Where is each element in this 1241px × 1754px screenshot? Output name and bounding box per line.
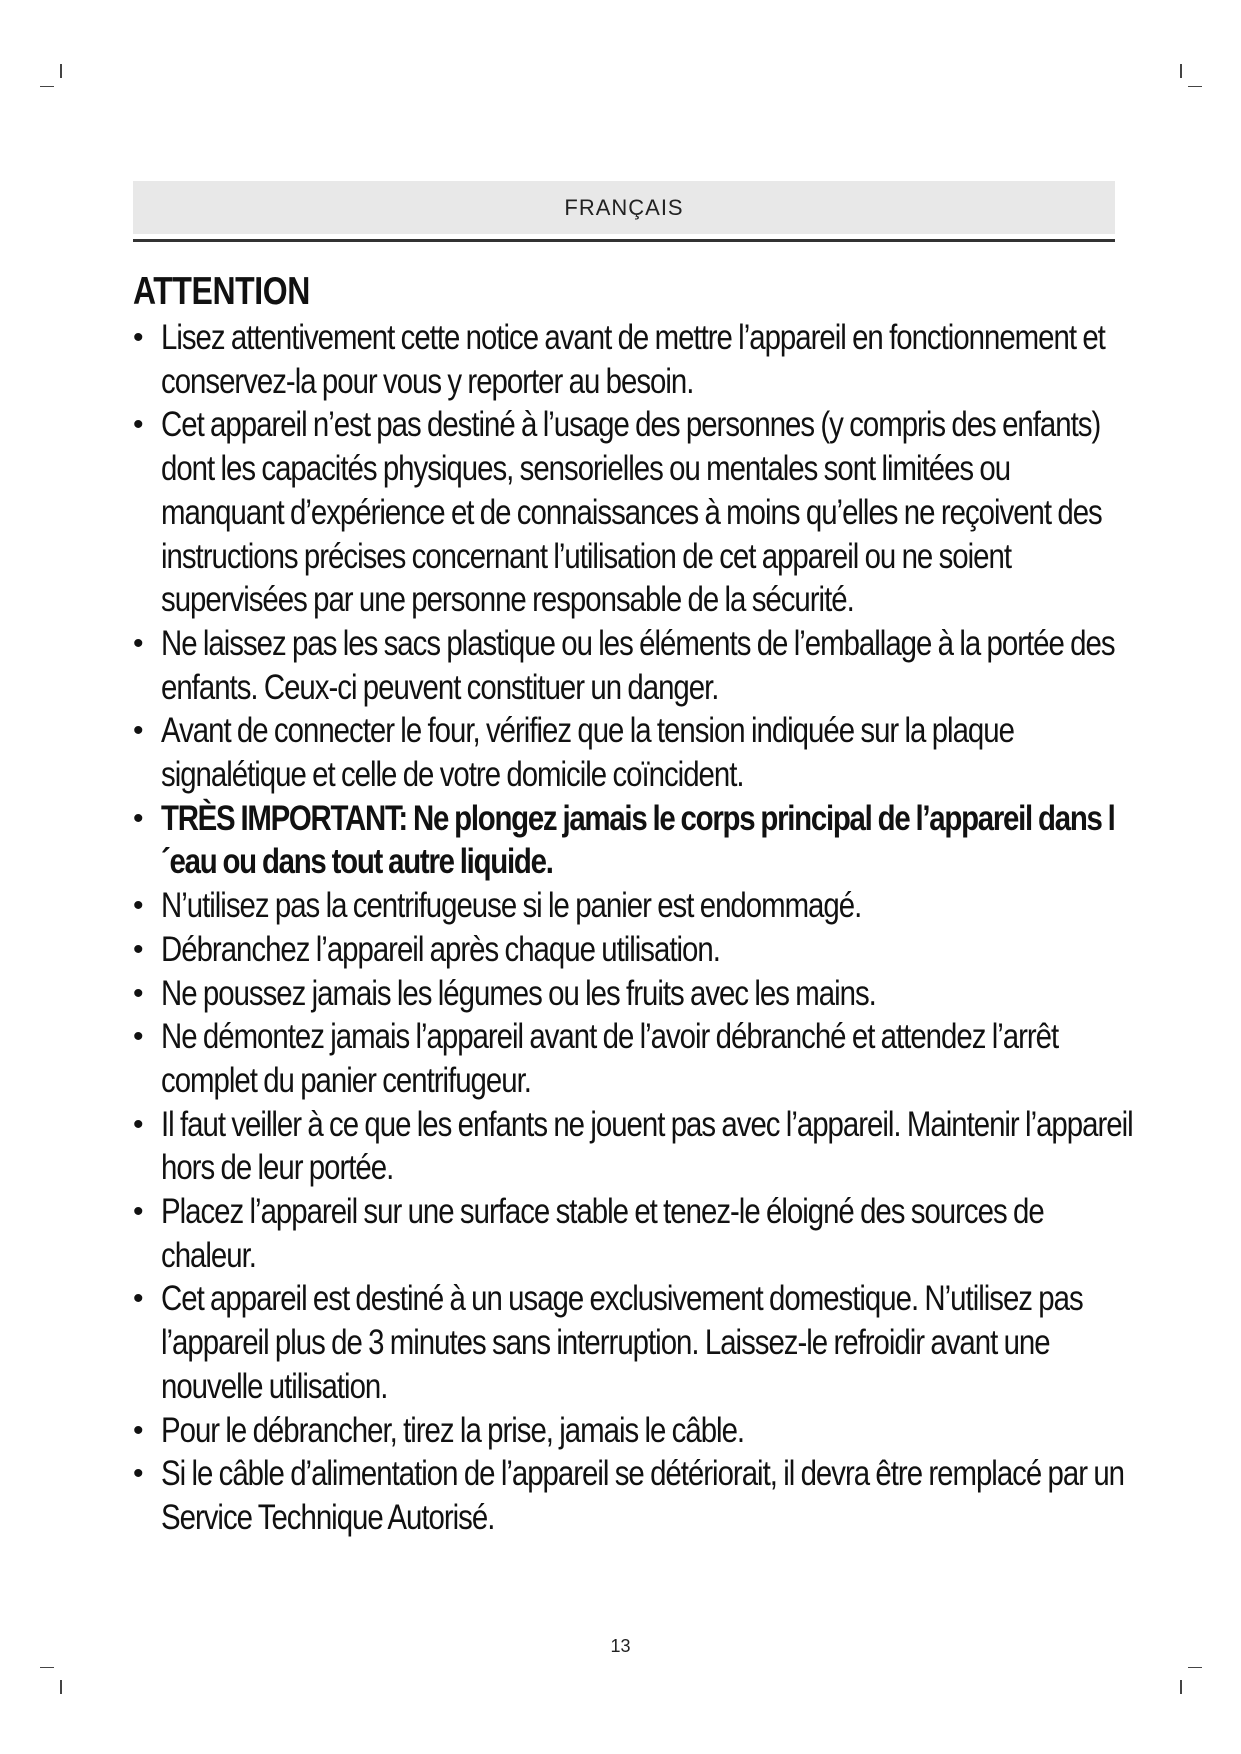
list-item [133, 928, 1123, 972]
list-item [133, 1409, 1123, 1453]
language-label: FRANÇAIS [564, 194, 684, 220]
crop-mark-top-left-v [60, 64, 62, 78]
list-item-text: TRÈS IMPORTANT: Ne plongez jamais le corps principal de l’appareil dans l´eau ou dans tout autre liquide. [161, 798, 1115, 882]
list-item [133, 884, 1123, 928]
bullet-icon: • [133, 976, 143, 1010]
list-item [133, 316, 1123, 403]
crop-mark-top-left-h [40, 86, 54, 87]
list-item-text: Il faut veiller à ce que les enfants ne jouent pas avec l’appareil. Maintenir l’appareil hors de leur portée. [161, 1104, 1133, 1188]
list-item-text: Ne laissez pas les sacs plastique ou les éléments de l’emballage à la portée des enfants. Ceux-ci peuvent constituer un danger. [161, 623, 1115, 707]
list-item [133, 1277, 1123, 1408]
crop-mark-bottom-right-h [1188, 1667, 1202, 1668]
list-item-text: Ne démontez jamais l’appareil avant de l’avoir débranché et attendez l’arrêt complet du panier centrifugeur. [161, 1017, 1059, 1100]
header-divider [133, 239, 1115, 242]
list-item-text: N’utilisez pas la centrifugeuse si le panier est endommagé. [161, 886, 862, 926]
bullet-icon: • [133, 932, 143, 966]
list-item-text: Placez l’appareil sur une surface stable et tenez-le éloigné des sources de chaleur. [161, 1192, 1044, 1275]
safety-section [133, 270, 1133, 1540]
crop-mark-bottom-left-h [40, 1667, 54, 1668]
bullet-icon: • [133, 1107, 143, 1141]
list-item-text: Cet appareil n’est pas destiné à l’usage des personnes (y compris des enfants) dont les capacités physiques, sensorielles ou mentales sont limitées ou manquant d’expérience et de connaissances à moins qu’elles ne reçoivent des instructions précises concernant l’utilisation de cet appareil ou ne soient supervisées par une personne responsable de la sécurité. [161, 405, 1102, 620]
list-item-text: Ne poussez jamais les légumes ou les fruits avec les mains. [161, 973, 876, 1013]
list-item-text: Cet appareil est destiné à un usage exclusivement domestique. N’utilisez pas l’appareil plus de 3 minutes sans interruption. Laissez-le refroidir avant une nouvelle utilisation. [161, 1279, 1083, 1406]
section-heading: ATTENTION [133, 270, 310, 313]
list-item [133, 1452, 1123, 1539]
list-item [133, 797, 1123, 884]
bullet-icon: • [133, 1195, 143, 1229]
bullet-icon: • [133, 714, 143, 748]
crop-mark-top-right-h [1188, 86, 1202, 87]
bullet-icon: • [133, 801, 143, 835]
list-item-text: Lisez attentivement cette notice avant de mettre l’appareil en fonctionnement et conservez-la pour vous y reporter au besoin. [161, 318, 1105, 401]
list-item [133, 709, 1123, 796]
list-item-text: Si le câble d’alimentation de l’appareil se détériorait, il devra être remplacé par un Service Technique Autorisé. [161, 1454, 1125, 1537]
list-item-text: Débranchez l’appareil après chaque utilisation. [161, 929, 720, 969]
bullet-icon: • [133, 1282, 143, 1316]
list-item [133, 403, 1123, 622]
list-item [133, 1015, 1123, 1102]
bullet-icon: • [133, 1020, 143, 1054]
list-item-text: Pour le débrancher, tirez la prise, jamais le câble. [161, 1410, 745, 1450]
crop-mark-top-right-v [1180, 64, 1182, 78]
bullet-icon: • [133, 321, 143, 354]
list-item [133, 1103, 1133, 1190]
page-number: 13 [610, 1636, 631, 1656]
bullet-icon: • [133, 626, 143, 660]
bullet-icon: • [133, 889, 143, 923]
bullet-icon: • [133, 1413, 143, 1447]
bullet-icon: • [133, 1457, 143, 1491]
crop-mark-bottom-right-v [1180, 1680, 1182, 1694]
list-item [133, 1190, 1123, 1277]
language-header-band [133, 181, 1115, 234]
list-item [133, 972, 1123, 1016]
crop-mark-bottom-left-v [60, 1680, 62, 1694]
safety-instructions-list [133, 316, 1133, 1540]
list-item-text: Avant de connecter le four, vérifiez que la tension indiquée sur la plaque signalétique et celle de votre domicile coïncident. [161, 711, 1014, 795]
list-item [133, 622, 1123, 709]
bullet-icon: • [133, 408, 143, 442]
